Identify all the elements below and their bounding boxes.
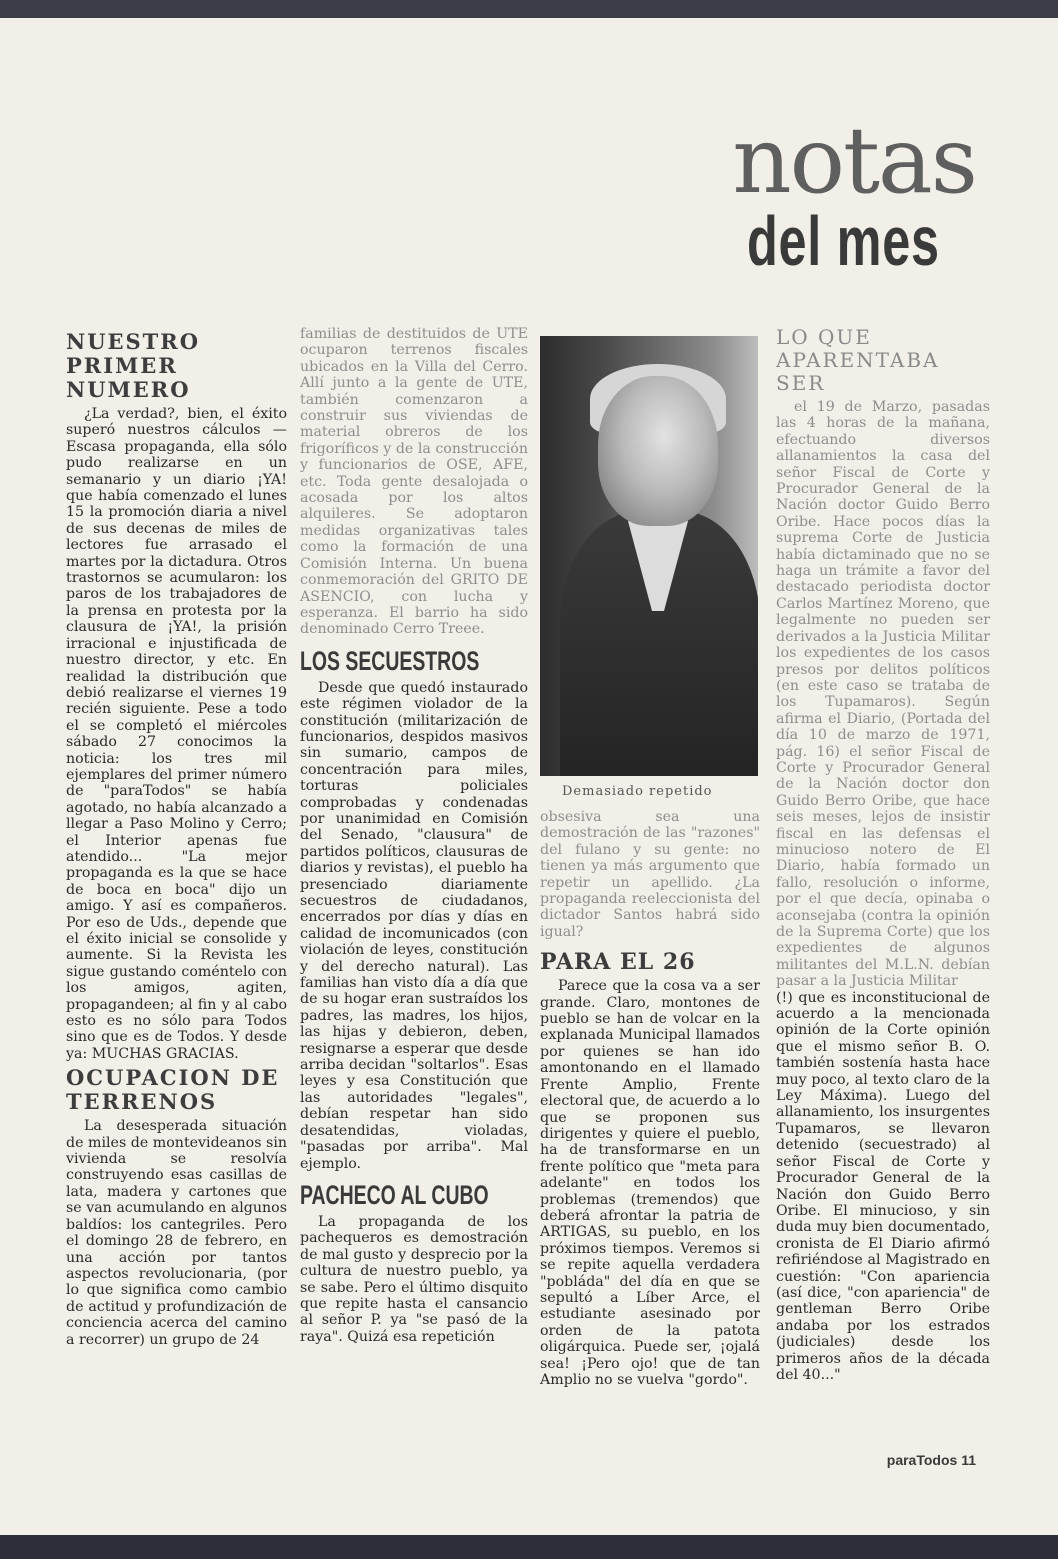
magazine-name: paraTodos (886, 1452, 958, 1468)
article-para-el-26-body: Parece que la cosa va a ser grande. Claro, montones de pueblo se han de volcar en la explanada Municipal llamados por quienes se han ido amontonando en el llamado Frente Amplio, Frente electoral que, de acuerdo a lo que se proponen sus dirigentes y quiere el pueblo, ha de transformarse en un frente político que "meta para adelante" en todos los problemas (tremendos) que deberá afrontar la patria de ARTIGAS, su pueblo, en los próximos tiempos. Veremos si se repite aquella verdadera "pobláda" del día en que se sepultó a Líber Arce, el estudiante asesinado por orden de la patota oligárquica. Puede ser, ¡ojalá sea! ¡Pero ojo! que de tan Amplio no se vuelva "gordo". (540, 978, 760, 1388)
page-number: 11 (961, 1452, 976, 1468)
section-title-del-mes: del mes (747, 202, 940, 280)
headline-secuestros: LOS SECUESTROS (300, 645, 480, 676)
bottom-border (0, 1535, 1058, 1559)
article-pacheco-body-1: La propaganda de los pachequeros es demostración de mal gusto y desprecio por la cultura de nuestro pueblo, ya se sabe. Pero el último disquito que repite hasta el cansancio al señor P. ya "se pasó de la raya". Quizá esa repetición (300, 1213, 528, 1345)
column-4 (776, 326, 990, 1383)
article-secuestros-body: Desde que quedó instaurado este régimen violador de la constitución (militarización de funcionarios, despidos masivos sin sumario, campos de concentración para miles, torturas policiales comprobadas y condenadas por unanimidad en Comisión del Senado, "clausura" de partidos políticos, clausuras de diarios y revistas), el pueblo ha presenciado diariamente secuestros de ciudadanos, encerrados por días y días en calidad de incomunicados (con violación de leyes, constitución y del derecho natural). Las familias han visto día a día que de su hogar eran sustraídos los padres, las madres, los hijos, las hijas y debieron, deben, resignarse a esperar que desde arriba decidan "soltarlos". Esas leyes y esa Constitución que las autoridades "legales", debían respetar han sido desatendidas, violadas, "pasadas por arriba". Mal ejemplo. (300, 679, 528, 1172)
column-1 (66, 326, 287, 1348)
photo-face (598, 376, 718, 526)
column-3 (540, 582, 760, 1388)
headline-ocupacion: OCUPACION DE TERRENOS (66, 1065, 280, 1115)
headline-pacheco: PACHECO AL CUBO (300, 1179, 489, 1210)
top-border (0, 0, 1058, 18)
column-2 (300, 326, 528, 1345)
headline-primer-numero: NUESTRO PRIMER NUMERO (66, 329, 201, 402)
article-ocupacion-body-1: La desesperada situación de miles de montevideanos sin vivienda se resolvía construyendo esas casillas de lata, madera y cartones que se van acumulando en algunos baldíos: los cantegriles. Pero el domingo 28 de febrero, en una acción por tantos aspectos revolucionaria, (por lo que significa como cambio de actitud y profundización de conciencia acerca del camino a recorrer) un grupo de 24 (66, 1118, 287, 1348)
headline-para-el-26: PARA EL 26 (540, 949, 696, 976)
article-aparentaba-body-faded: el 19 de Marzo, pasadas las 4 horas de la mañana, efectuando diversos allanamientos la casa del señor Fiscal de Corte y Procurador General de la Nación doctor Guido Berro Oribe. Hace pocos días la suprema Corte de Justicia había dictaminado que no se haga un trámite a favor del destacado periodista doctor Carlos Martínez Moreno, que legalmente no pueden ser derivados a la Justicia Militar los expedientes de los casos presos por delitos políticos (en este caso se trataba de los Tupamaros). Según afirma el Diario, (Portada del día 10 de marzo de 1971, pág. 16) el señor Fiscal de Corte y Procurador General de la Nación doctor don Guido Berro Oribe, que hace seis meses, lejos de insistir fiscal en las defensas el minucioso notero de El Diario, había formado un fallo, resolución o informe, por el que decía, opinaba o aconsejaba (contra la opinión de la Suprema Corte) que los expedientes de algunos militantes del M.L.N. debían pasar a la Justicia Militar (776, 399, 990, 990)
photo-caption: Demasiado repetido (562, 784, 713, 799)
article-ocupacion-body-2: familias de destituidos de UTE ocuparon terrenos fiscales ubicados en la Villa del Cerro. Allí junto a la gente de UTE, también comenzaron a construir sus viviendas de material obreros de los frigoríficos y de la construcción y funcionarios de OSE, AFE, etc. Toda gente desalojada o acosada por los altos alquileres. Se adoptaron medidas organizativas tales como la formación de una Comisión Interna. Un buena conmemoración del GRITO DE ASENCIO, con lucha y esperanza. El barrio ha sido denominado Cerro Treee. (300, 326, 528, 638)
article-primer-numero-body: ¿La verdad?, bien, el éxito superó nuestros cálculos — Escasa propaganda, ella sólo pudo realizarse en un semanario y un diario ¡YA! que había comenzado el lunes 15 la promoción diaria a nivel de sus decenas de miles de lectores fue arrasado el martes por la dictadura. Otros trastornos se acumularon: los paros de los trabajadores de la prensa en protesta por la clausura de ¡YA!, la prisión irracional e injustificada de nuestro director, y etc. En realidad la distribución que debió realizarse el viernes 19 recién siguiente. Pese a todo el se completó el miércoles sábado 27 conocimos la noticia: los tres mil ejemplares del primer número de "paraTodos" se había agotado, no había alcanzado a llegar a Paso Molino y Cerro; el Interior apenas fue atendido... "La mejor propaganda es la que se hace de boca en boca" dijo un amigo. Y así es compañeros. Por eso de Uds., depende que el éxito inicial se consolide y aumente. Si la Revista les sigue gustando coméntelo con los amigos, agiten, propagandeen; al fin y al cabo esto es no sólo para Todos sino que es de Todos. Y desde ya: MUCHAS GRACIAS. (66, 406, 287, 1062)
headline-aparentaba: LO QUE APARENTABA SER (776, 325, 940, 395)
page-footer (887, 1452, 976, 1468)
section-title-notas: notas (732, 107, 976, 214)
article-aparentaba-body: (!) que es inconstitucional de acuerdo a la mencionada opinión de la Corte opinión que el mismo señor B. O. también sostenía hasta hace muy poco, al texto claro de la Ley Máxima). Luego del allanamiento, los insurgentes Tupamaros, se llevaron detenido (secuestrado) al señor Fiscal de Corte y Procurador General de la Nación don Guido Berro Oribe. El minucioso, y sin duda muy bien documentado, cronista de El Diario afirmó refiriéndose al Magistrado en cuestión: "Con apariencia (así dice, "con apariencia" de gentleman Berro Oribe andaba por los estrados (judiciales) desde los primeros años de la década del 40..." (776, 989, 990, 1383)
article-pacheco-body-2: obsesiva sea una demostración de las "razones" del fulano y su gente: no tienen ya más argumento que repetir un apellido. ¿La propaganda reeleccionista del dictador Santos habrá sido igual? (540, 809, 760, 940)
